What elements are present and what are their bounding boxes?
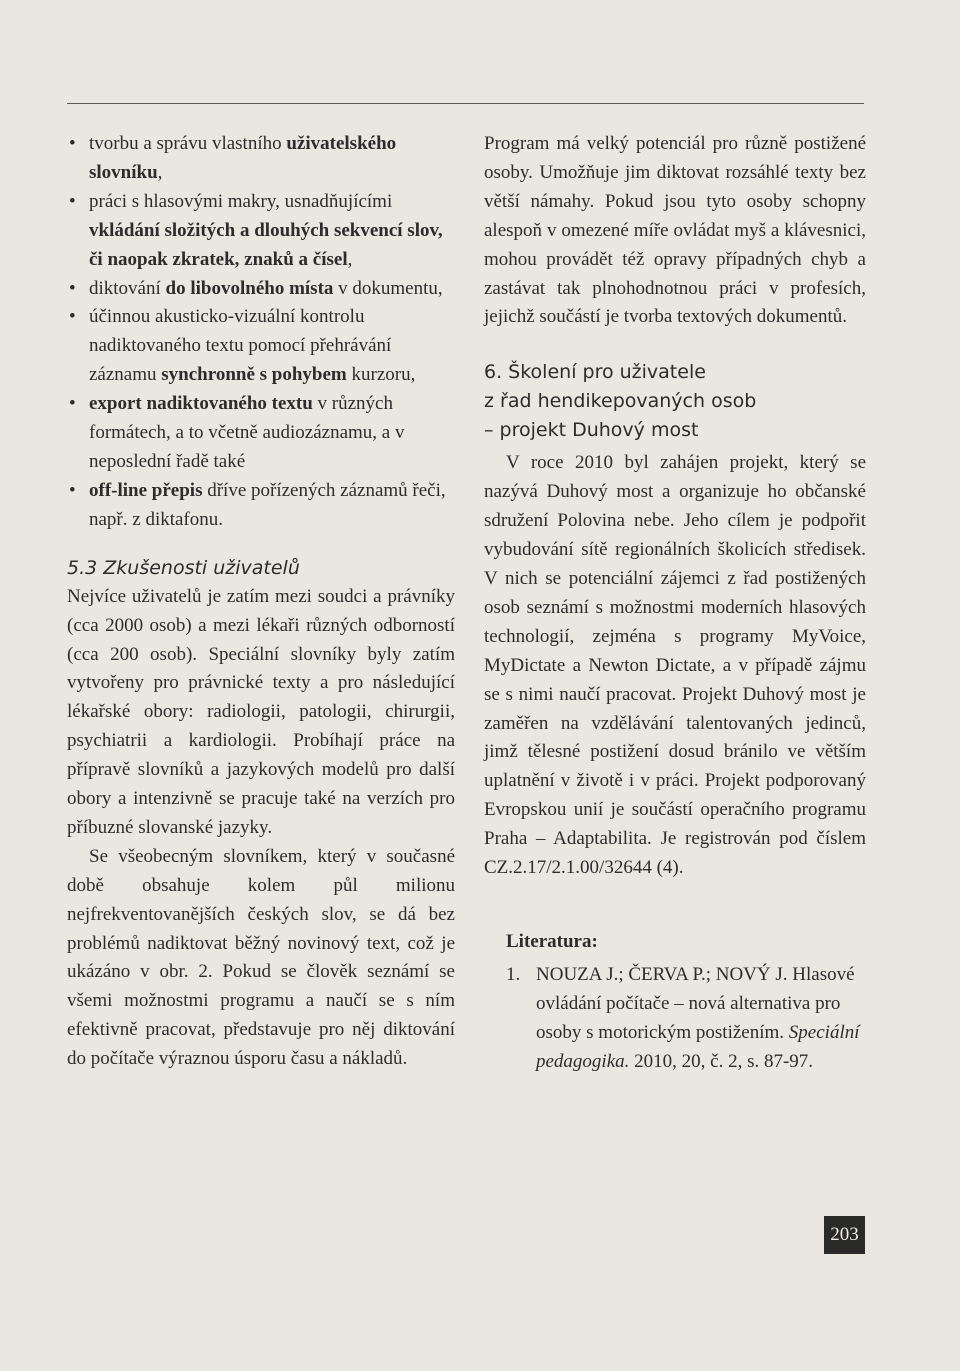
list-item-text: tvorbu a správu vlastního [89,133,287,154]
list-item-text: diktování [89,277,166,299]
list-item [67,390,455,477]
bold-text: do libovolného místa [165,277,334,299]
list-item [67,303,455,390]
list-item-text: práci s hlasovými makry, usnadňujícími [89,190,393,212]
bold-text: uživatelského slovníku [89,133,397,183]
bold-text: export nadiktovaného textu [89,393,313,415]
top-rule [67,103,864,104]
list-item-text: , [157,161,163,183]
list-item-text: v dokumentu, [333,277,443,299]
list-item-text: účinnou akusticko-vizuální kontrolu nadiktovaného textu pomocí přehrávání záznamu [89,306,392,386]
section-heading [484,358,866,445]
paragraph: Program má velký potenciál pro různě postižené osoby. Umožňuje jim diktovat rozsáhlé texty bez větší námahy. Pokud jsou tyto osoby schopny alespoň v omezené míře ovládat myš a klávesnici, mohou provádět též opravy případných chyb a zastávat tak plnohodnotnou práci v profesích, jejichž součástí je tvorba textových dokumentů. [484,133,866,328]
bold-text: vkládání složitých a dlouhých sekvencí slov, či naopak zkratek, znaků a čísel [89,219,443,270]
reference-text-end: 2010, 20, č. 2, s. 87-97. [629,1050,814,1072]
section-heading-line: z řad hendikepovaných osob [484,390,757,413]
list-item-text: , [347,248,353,270]
paragraph: V roce 2010 byl zahájen projekt, který se nazývá Duhový most a organizuje ho občanské sdružení Polovina nebe. Jeho cílem je podpořit vybudování sítě regionálních školicích středisek. V nich se potenciální zájemci z řad postižených osob seznámí s možnostmi moderních hlasových technologií, zejména s programy MyVoice, MyDictate a Newton Dictate, a v případě zájmu se s nimi naučí pracovat. Projekt Duhový most je zaměřen na vzdělávání talentovaných jedinců, jimž tělesné postižení dosud bránilo ve větším uplatnění v životě i v práci. Projekt podporovaný Evropskou unií je součástí operačního programu Praha – Adaptabilita. Je registrován pod číslem CZ.2.17/2.1.00/32644 (4). [484,452,866,879]
list-item [67,188,455,275]
reference-number: 1. [506,963,521,985]
bold-text: synchronně s pohybem [161,364,347,386]
left-column [67,130,455,1074]
reference-list [484,961,866,1077]
list-item-text: kurzoru, [346,364,416,386]
reference-text: NOUZA J.; ČERVA P.; NOVÝ J. Hlasové ovládání počítače – nová alternativa pro osoby s motorickým postižením. [536,963,855,1043]
paragraph: Nejvíce uživatelů je zatím mezi soudci a právníky (cca 2000 osob) a mezi lékaři různých odborností (cca 200 osob). Speciální slovníky byly zatím vytvořeny pro právnické texty a pro následující lékařské obory: radiologii, patologii, chirurgii, psychiatrii a kardiologii. Probíhají práce na přípravě slovníků a jazykových modelů pro další obory a intenzivně se pracuje také na verzích pro příbuzné slovanské jazyky. [67,585,455,838]
section-heading-line: – projekt Duhový most [484,419,699,442]
right-column [484,130,866,1076]
bold-text: off-line přepis [89,479,203,501]
list-item [67,477,455,535]
page-number: 203 [824,1216,865,1254]
reference-item [484,961,866,1077]
reference-journal: Speciální pedagogika. [536,1021,860,1072]
section-heading-line: 6. Školení pro uživatele [484,361,706,384]
literature-heading: Literatura: [506,930,598,952]
subsection-heading: 5.3 Zkušenosti uživatelů [67,556,300,579]
list-item [67,130,455,188]
list-item [67,275,455,304]
list-item-text: dříve pořízených záznamů řeči, např. z diktafonu. [89,479,446,530]
list-item-text: v různých formátech, a to včetně audiozáznamu, a v neposlední řadě také [89,393,405,472]
feature-list [67,130,455,535]
paragraph: Se všeobecným slovníkem, který v současné době obsahuje kolem půl milionu nejfrekventovanějších českých slov, se dá bez problémů nadiktovat běžný novinový text, což je ukázáno v obr. 2. Pokud se člověk seznámí se všemi možnostmi programu a naučí se s ním efektivně pracovat, představuje pro něj diktování do počítače výraznou úsporu času a nákladů. [67,845,455,1070]
